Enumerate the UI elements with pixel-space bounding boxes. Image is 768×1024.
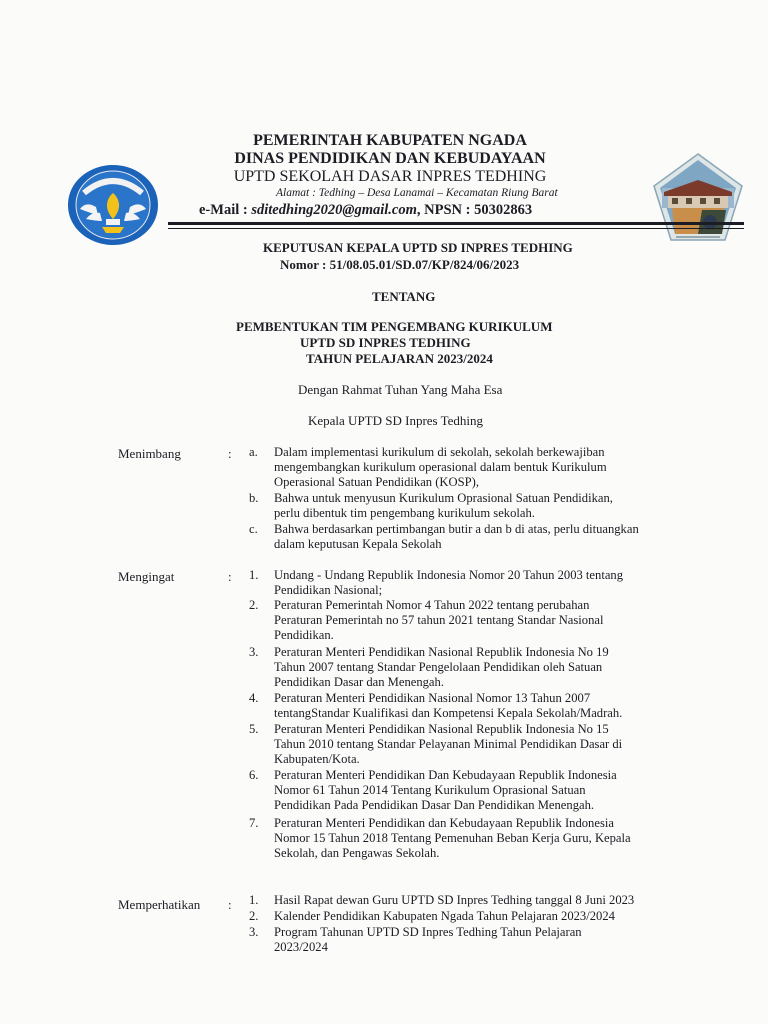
list-text: Bahwa untuk menyusun Kurikulum Oprasional Satuan Pendidikan, perlu dibentuk tim pengembang kurikulum sekolah.	[274, 491, 613, 521]
decree-number: Nomor : 51/08.05.01/SD.07/KP/824/06/2023	[280, 257, 520, 272]
list-text: Peraturan Menteri Pendidikan Dan Kebudayaan Republik Indonesia Nomor 61 Tahun 2014 Tentang Kurikulum Oprasional Satuan Pendidikan Pada Pendidikan Dasar Dan Pendidikan Menengah.	[274, 768, 617, 813]
memperhatikan-colon: :	[228, 897, 232, 912]
decree-title: KEPUTUSAN KEPALA UPTD SD INPRES TEDHING	[263, 240, 573, 255]
list-marker: b.	[249, 491, 259, 505]
list-marker: 4.	[249, 691, 259, 705]
list-text: Program Tahunan UPTD SD Inpres Tedhing Tahun Pelajaran 2023/2024	[274, 925, 582, 955]
list-marker: c.	[249, 522, 258, 536]
subject-line-1: PEMBENTUKAN TIM PENGEMBANG KURIKULUM	[236, 319, 553, 334]
tentang-heading: TENTANG	[372, 289, 436, 304]
list-text: Undang - Undang Republik Indonesia Nomor 20 Tahun 2003 tentang Pendidikan Nasional;	[274, 568, 624, 598]
mengingat-colon: :	[228, 569, 232, 584]
letterhead-government: PEMERINTAH KABUPATEN NGADA	[253, 132, 527, 149]
list-text: Peraturan Menteri Pendidikan Nasional Republik Indonesia No 19 Tahun 2007 tentang Standar Pengelolaan Pendidikan oleh Satuan Pendidikan Dasar dan Menengah.	[274, 645, 609, 690]
list-marker: 6.	[249, 768, 259, 782]
list-text: Bahwa berdasarkan pertimbangan butir a dan b di atas, perlu dituangkan dalam keputusan Kepala Sekolah	[274, 522, 639, 552]
list-text: Hasil Rapat dewan Guru UPTD SD Inpres Tedhing tanggal 8 Juni 2023	[274, 893, 635, 907]
issuer-line: Kepala UPTD SD Inpres Tedhing	[308, 413, 484, 428]
npsn: , NPSN : 50302863	[416, 202, 533, 218]
menimbang-colon: :	[228, 446, 232, 461]
email-address: sditedhing2020@gmail.com	[251, 202, 417, 218]
list-text: Kalender Pendidikan Kabupaten Ngada Tahun Pelajaran 2023/2024	[274, 909, 615, 923]
letterhead-department: DINAS PENDIDIKAN DAN KEBUDAYAAN	[234, 150, 546, 167]
memperhatikan-label: Memperhatikan	[118, 897, 201, 912]
list-text: Peraturan Menteri Pendidikan Nasional Republik Indonesia No 15 Tahun 2010 tentang Standar Pelayanan Minimal Pendidikan Dasar di Kabupaten/Kota.	[274, 722, 623, 767]
list-text: Dalam implementasi kurikulum di sekolah, sekolah berkewajiban mengembangkan kurikulum operasional dalam bentuk Kurikulum Operasional Satuan Pendidikan (KOSP),	[274, 445, 607, 490]
letterhead-divider-thin	[168, 228, 744, 229]
email-label: e-Mail :	[199, 202, 252, 218]
list-marker: 3.	[249, 645, 259, 659]
list-text: Peraturan Menteri Pendidikan dan Kebudayaan Republik Indonesia Nomor 15 Tahun 2018 Tentang Pemenuhan Beban Kerja Guru, Kepala Sekolah, dan Pengawas Sekolah.	[274, 816, 631, 861]
letterhead-address: Alamat : Tedhing – Desa Lanamai – Kecamatan Riung Barat	[276, 187, 558, 199]
letterhead-divider-thick	[168, 222, 744, 225]
list-text: Peraturan Menteri Pendidikan Nasional Nomor 13 Tahun 2007 tentangStandar Kualifikasi dan Kompetensi Kepala Sekolah/Madrah.	[274, 691, 623, 721]
list-marker: 2.	[249, 909, 259, 923]
list-marker: 1.	[249, 568, 259, 582]
tut-wuri-handayani-logo	[66, 163, 160, 247]
list-marker: 2.	[249, 598, 259, 612]
subject-line-3: TAHUN PELAJARAN 2023/2024	[306, 351, 493, 366]
list-marker: 1.	[249, 893, 259, 907]
list-text: Peraturan Pemerintah Nomor 4 Tahun 2022 tentang perubahan Peraturan Pemerintah no 57 tahun 2021 tentang Standar Nasional Pendidikan.	[274, 598, 604, 643]
letterhead-contact	[199, 202, 532, 219]
list-marker: a.	[249, 445, 258, 459]
mengingat-label: Mengingat	[118, 569, 175, 584]
subject-line-2: UPTD SD INPRES TEDHING	[300, 335, 471, 350]
blessing-line: Dengan Rahmat Tuhan Yang Maha Esa	[298, 382, 503, 397]
menimbang-label: Menimbang	[118, 446, 181, 461]
list-marker: 7.	[249, 816, 259, 830]
letterhead-school-name: UPTD SEKOLAH DASAR INPRES TEDHING	[233, 168, 547, 185]
list-marker: 5.	[249, 722, 259, 736]
list-marker: 3.	[249, 925, 259, 939]
